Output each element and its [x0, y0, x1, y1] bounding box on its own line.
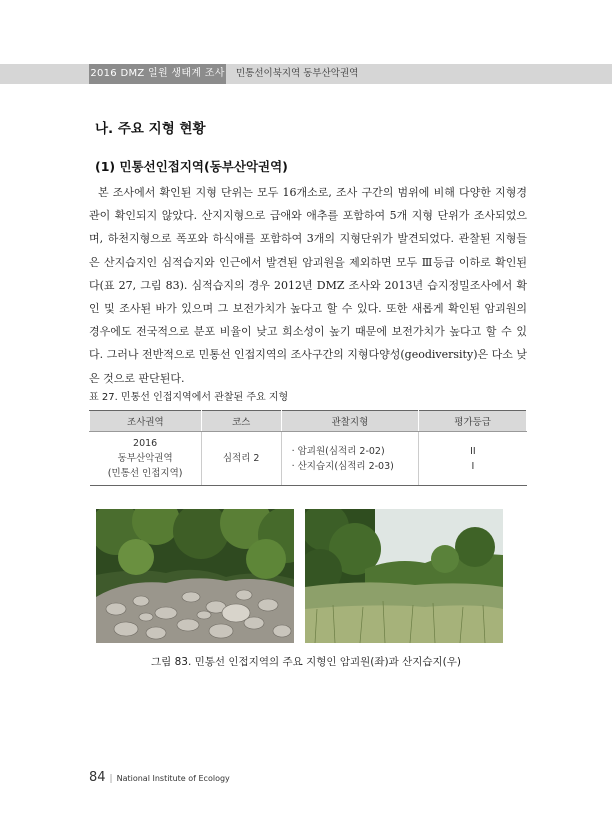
region-name: 동부산악권역 [117, 453, 173, 464]
grade-item: II [470, 445, 476, 457]
column-header-grade: 평가등급 [419, 411, 527, 432]
landform-item: · 암괴원(심적리 2-02) [291, 445, 385, 457]
section-title: 나. 주요 지형 현황 [95, 121, 206, 137]
landform-item: · 산지습지(심적리 2-03) [291, 460, 394, 472]
column-header-course: 코스 [201, 411, 281, 432]
grade-item: I [471, 460, 475, 472]
figure-caption: 그림 83. 민통선 인접지역의 주요 지형인 암괴원(좌)과 산지습지(우) [150, 656, 462, 668]
sub-title: (1) 민통선인접지역(동부산악권역) [95, 159, 288, 174]
column-header-landform: 관찰지형 [281, 411, 419, 432]
table-row [90, 432, 527, 486]
course-cell: 심적리 2 [201, 432, 281, 486]
body-paragraph: 본 조사에서 확인된 지형 단위는 모두 16개소로, 조사 구간의 범위에 비해 다양한 지형경관이 확인되지 않았다. 산지지형으로 급애와 애추를 포함하여 5개 지형 단위가 조사되었으며, 하천지형으로 폭포와 하식애를 포함하여 3개의 지형단위가 발견되었다. 관찰된 지형들은 산지습지인 심적습지와 인근에서 발견된 암괴원을 제외하면 모두 Ⅲ등급 이하로 확인된다(표 27, 그림 83). 심적습지의 경우 2012년 DMZ 조사와 2013년 습지정밀조사에서 확인 및 조사된 바가 있으며 그 보전가치가 높다고 할 수 있다. 또한 새롭게 확인된 암괴원의 경우에도 전국적으로 분포 비율이 낮고 희소성이 높기 때문에 보전가치가 높다고 할 수 있다. 그러나 전반적으로 민통선 인접지역의 조사구간의 지형다양성(geodiversity)은 다소 낮은 것으로 판단된다. [89, 186, 527, 385]
photo-mountain-wetland [305, 509, 503, 643]
header-area-label: 민통선이북지역 동부산악권역 [236, 68, 359, 79]
page-number: 84 [89, 770, 106, 785]
region-cell [90, 432, 202, 486]
observed-landforms-table [89, 410, 527, 486]
table-caption: 표 27. 민통선 인접지역에서 관찰된 주요 지형 [89, 392, 289, 403]
region-year: 2016 [133, 438, 158, 449]
column-header-region: 조사권역 [90, 411, 202, 432]
grade-cell [419, 432, 527, 486]
header-survey-label: 2016 DMZ 일원 생태계 조사 [89, 64, 226, 84]
footer-organization: National Institute of Ecology [116, 774, 230, 783]
landform-cell [281, 432, 419, 486]
footer-separator: | [109, 774, 113, 784]
region-note: (민통선 인접지역) [107, 468, 183, 479]
table-header-row [90, 411, 527, 432]
page-footer [89, 770, 230, 785]
photo-block-field [96, 509, 294, 643]
